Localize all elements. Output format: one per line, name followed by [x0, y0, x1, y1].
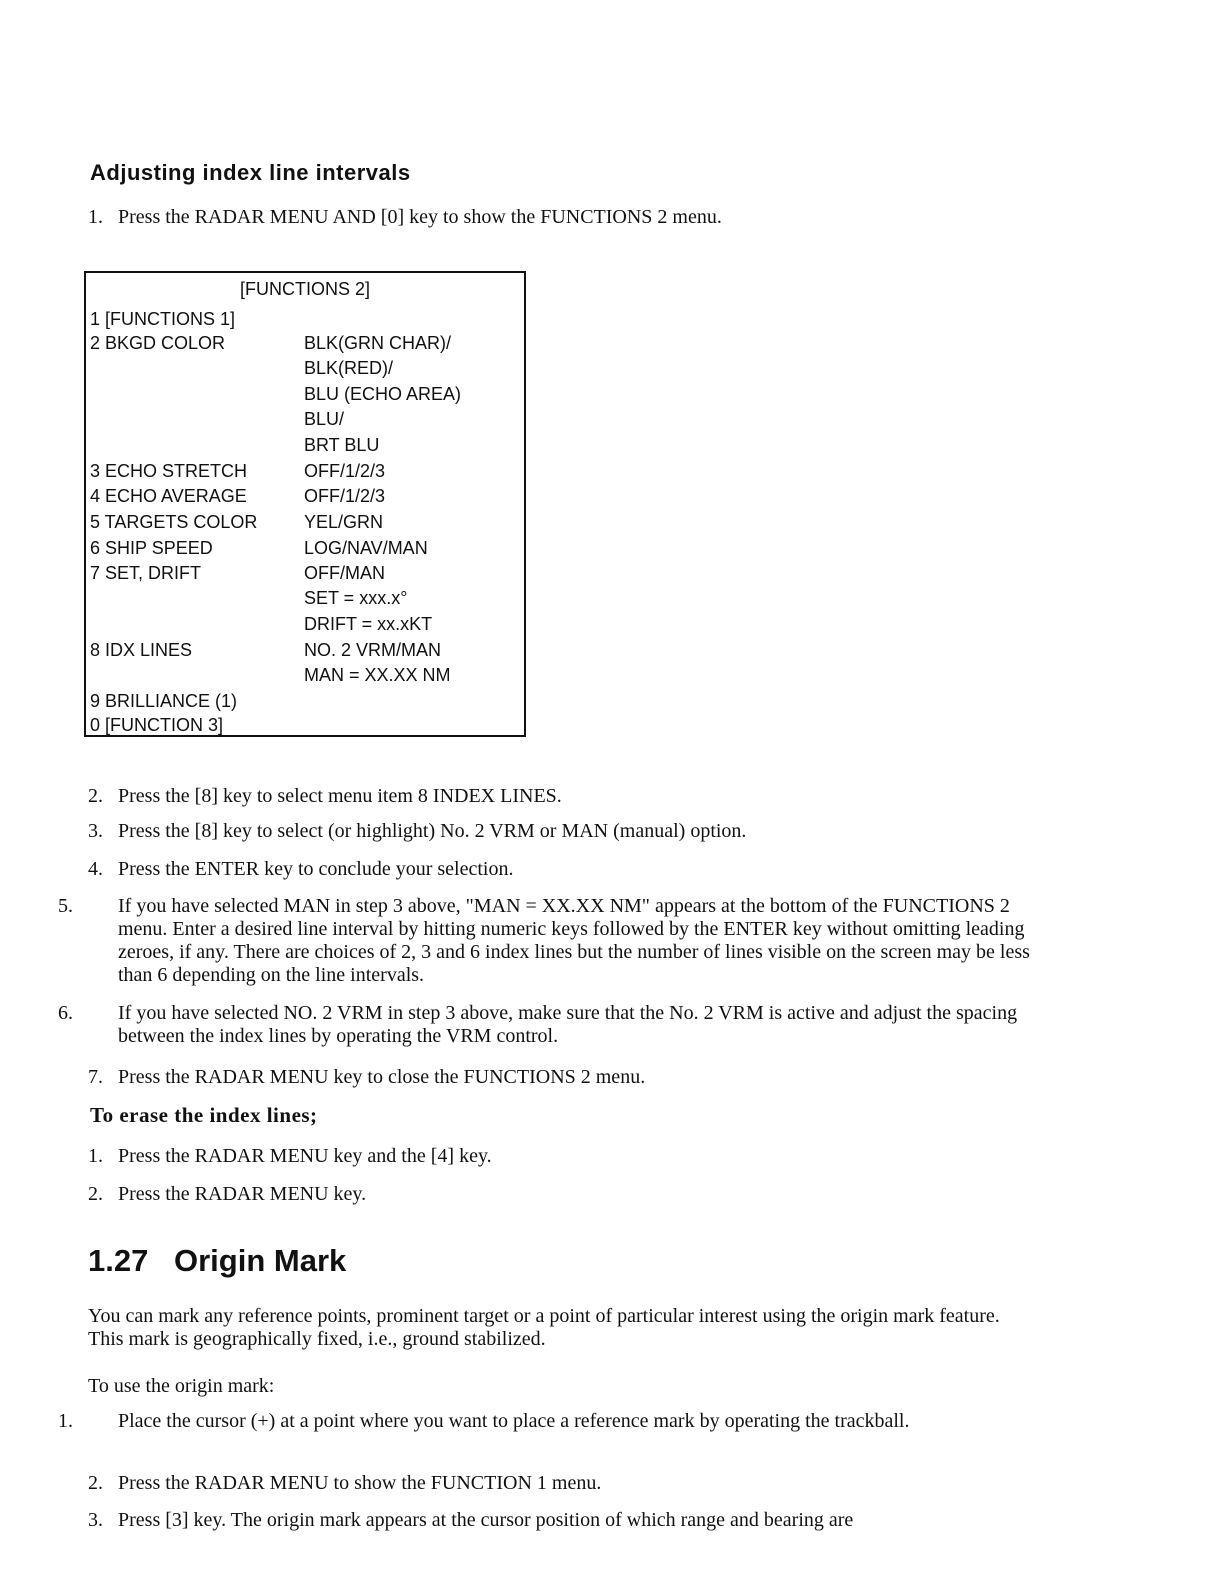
step-item — [88, 1472, 1018, 1495]
menu-item-label: 7 SET, DRIFT — [90, 563, 202, 583]
step-number: 4. — [88, 858, 103, 880]
step-number: 3. — [88, 1509, 103, 1531]
step-text: Press the RADAR MENU to show the FUNCTION 1 menu. — [118, 1472, 602, 1494]
menu-item-value: BLU/ — [304, 409, 345, 429]
menu-item-value: YEL/GRN — [304, 512, 384, 532]
step-text: Press the [8] key to select (or highlight) No. 2 VRM or MAN (manual) option. — [118, 820, 747, 842]
menu-item-value: OFF/MAN — [304, 563, 385, 583]
step-number: 2. — [88, 1183, 103, 1205]
menu-item-label: 5 TARGETS COLOR — [90, 512, 258, 532]
step-text: Press the [8] key to select menu item 8 INDEX LINES. — [118, 785, 562, 807]
menu-item-label: 3 ECHO STRETCH — [90, 461, 248, 481]
step-item — [88, 1183, 1018, 1206]
menu-item-value: OFF/1/2/3 — [304, 486, 386, 506]
step-item — [88, 1066, 1018, 1089]
menu-item-value: BLK(RED)/ — [304, 358, 394, 378]
menu-item-value: BRT BLU — [304, 435, 380, 455]
step-item — [88, 785, 1018, 808]
step-text: Press [3] key. The origin mark appears at the cursor position of which range and bearing are — [118, 1509, 854, 1531]
step-item — [58, 895, 1048, 987]
step-number: 3. — [88, 820, 103, 842]
step-item — [58, 1410, 1048, 1433]
menu-item-label: 8 IDX LINES — [90, 640, 193, 660]
menu-item-value: OFF/1/2/3 — [304, 461, 386, 481]
section-name: Origin Mark — [174, 1243, 347, 1278]
step-number: 7. — [88, 1066, 103, 1088]
step-text: If you have selected MAN in step 3 above, "MAN = XX.XX NM" appears at the bottom of the FUNCTIONS 2 menu. Enter a desired line interval by hitting numeric keys followed by the ENTER key without omitting leading zeroes, if any. There are choices of 2, 3 and 6 index lines but the number of lines visible on the screen may be less than 6 depending on the line intervals. — [118, 895, 1030, 986]
menu-item-label: 1 [FUNCTIONS 1] — [90, 309, 236, 329]
menu-item-value: LOG/NAV/MAN — [304, 538, 428, 558]
menu-item-value: MAN = XX.XX NM — [304, 665, 451, 685]
step-item — [88, 858, 1018, 881]
step-item — [88, 1145, 1018, 1168]
menu-title: [FUNCTIONS 2] — [239, 279, 370, 299]
origin-intro-paragraph: You can mark any reference points, prominent target or a point of particular interest using the origin mark feature. This mark is geographically fixed, i.e., ground stabilized. — [88, 1305, 1000, 1350]
step-text: Press the RADAR MENU AND [0] key to show the FUNCTIONS 2 menu. — [118, 206, 722, 228]
menu-item-label: 4 ECHO AVERAGE — [90, 486, 247, 506]
menu-item-value: BLU (ECHO AREA) — [304, 384, 462, 404]
step-text: Place the cursor (+) at a point where you want to place a reference mark by operating the trackball. — [118, 1410, 910, 1432]
step-number: 5. — [58, 895, 73, 917]
sub-heading: Adjusting index line intervals — [90, 160, 411, 185]
step-text: Press the RADAR MENU key and the [4] key. — [118, 1145, 492, 1167]
erase-heading: To erase the index lines; — [90, 1103, 318, 1127]
step-number: 2. — [88, 785, 103, 807]
step-number: 1. — [58, 1410, 73, 1432]
menu-item-value: DRIFT = xx.xKT — [304, 614, 433, 634]
menu-item-label: 6 SHIP SPEED — [90, 538, 213, 558]
step-item — [88, 1509, 1018, 1532]
step-item — [88, 820, 1018, 843]
step-text: Press the RADAR MENU key. — [118, 1183, 367, 1205]
menu-item-label: 2 BKGD COLOR — [90, 333, 226, 353]
step-number: 2. — [88, 1472, 103, 1494]
menu-item-label: 0 [FUNCTION 3] — [90, 715, 224, 735]
menu-item-value: BLK(GRN CHAR)/ — [304, 333, 452, 353]
step-number: 1. — [88, 206, 103, 228]
step-text: Press the RADAR MENU key to close the FUNCTIONS 2 menu. — [118, 1066, 646, 1088]
step-item — [58, 1002, 1048, 1048]
menu-item-value: NO. 2 VRM/MAN — [304, 640, 442, 660]
menu-item-label: 9 BRILLIANCE (1) — [90, 691, 238, 711]
section-title — [88, 1243, 346, 1279]
step-number: 6. — [58, 1002, 73, 1024]
step-number: 1. — [88, 1145, 103, 1167]
menu-item-value: SET = xxx.x° — [304, 588, 408, 608]
step-item — [88, 206, 1018, 229]
step-text: If you have selected NO. 2 VRM in step 3 above, make sure that the No. 2 VRM is active and adjust the spacing between the index lines by operating the VRM control. — [118, 1002, 1018, 1047]
section-number: 1.27 — [88, 1243, 149, 1278]
functions-2-menu-box — [84, 271, 526, 737]
step-text: Press the ENTER key to conclude your selection. — [118, 858, 514, 880]
origin-use-paragraph: To use the origin mark: — [88, 1375, 275, 1397]
